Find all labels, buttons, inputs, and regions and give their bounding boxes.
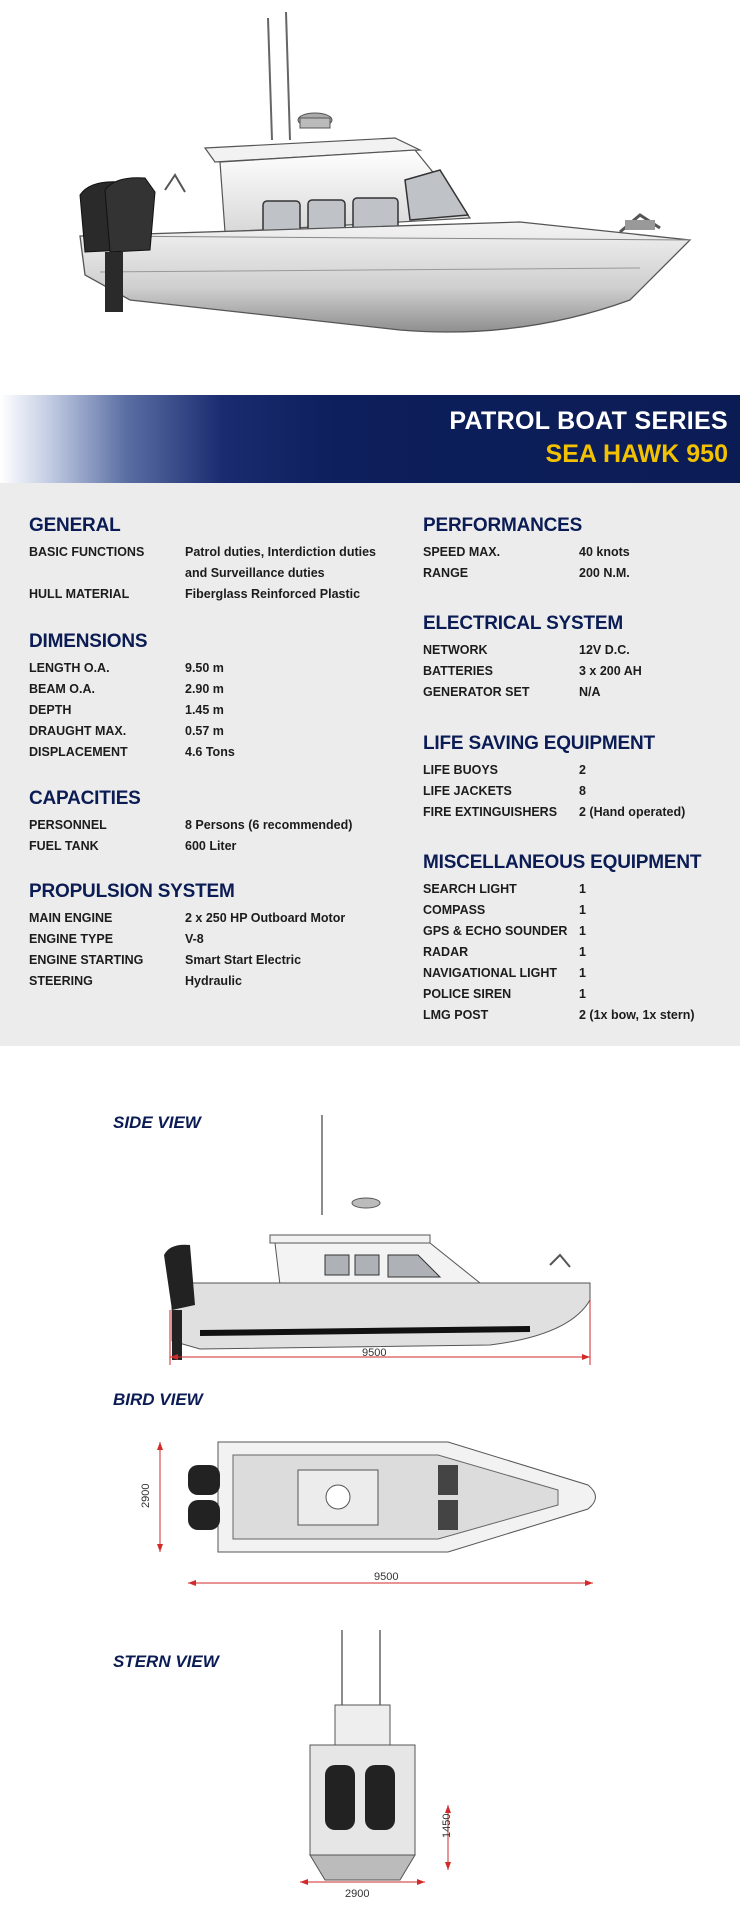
spec-value: 0.57 m (185, 724, 224, 738)
model-title: SEA HAWK 950 (545, 440, 728, 468)
spec-key: SPEED MAX. (423, 545, 501, 559)
spec-value: 1 (579, 945, 586, 959)
spec-value: 1 (579, 903, 586, 917)
spec-value: 2 x 250 HP Outboard Motor (185, 911, 346, 925)
spec-value: 2.90 m (185, 682, 224, 696)
spec-key: LMG POST (423, 1008, 489, 1022)
side-view-length-label: 9500 (362, 1347, 387, 1359)
section-title-capacities: CAPACITIES (29, 788, 141, 809)
specifications-panel (0, 483, 740, 1046)
spec-value: Fiberglass Reinforced Plastic (185, 587, 361, 601)
spec-key: GENERATOR SET (423, 685, 530, 699)
spec-key: NAVIGATIONAL LIGHT (423, 966, 558, 980)
spec-key: ENGINE STARTING (29, 953, 144, 967)
title-banner (0, 395, 740, 483)
section-title-general: GENERAL (29, 515, 121, 536)
spec-value: 1 (579, 882, 586, 896)
spec-key: DISPLACEMENT (29, 745, 128, 759)
section-title-propulsion: PROPULSION SYSTEM (29, 881, 235, 902)
series-title: PATROL BOAT SERIES (449, 407, 728, 435)
spec-value: 1 (579, 987, 586, 1001)
spec-key: BASIC FUNCTIONS (29, 545, 145, 559)
spec-key: COMPASS (423, 903, 486, 917)
spec-key: DEPTH (29, 703, 72, 717)
spec-value: 4.6 Tons (185, 745, 235, 759)
spec-key: FIRE EXTINGUISHERS (423, 805, 558, 819)
spec-value: 1.45 m (185, 703, 224, 717)
spec-key: PERSONNEL (29, 818, 107, 832)
spec-value: Hydraulic (185, 974, 242, 988)
spec-key: LENGTH O.A. (29, 661, 110, 675)
spec-key: MAIN ENGINE (29, 911, 113, 925)
bird-view-beam-label: 2900 (140, 1483, 152, 1508)
spec-value: 40 knots (579, 545, 630, 559)
section-title-electrical: ELECTRICAL SYSTEM (423, 613, 623, 634)
spec-value: 200 N.M. (579, 566, 630, 580)
spec-key: FUEL TANK (29, 839, 99, 853)
spec-value: 3 x 200 AH (579, 664, 642, 678)
spec-value: 2 (579, 763, 586, 777)
spec-key: HULL MATERIAL (29, 587, 130, 601)
bird-view-title: BIRD VIEW (113, 1390, 203, 1409)
spec-value: 8 Persons (6 recommended) (185, 818, 353, 832)
spec-key: ENGINE TYPE (29, 932, 114, 946)
side-view-drawing (150, 1105, 610, 1365)
spec-value: 12V D.C. (579, 643, 630, 657)
section-title-misc: MISCELLANEOUS EQUIPMENT (423, 852, 702, 873)
stern-view-title: STERN VIEW (113, 1652, 219, 1671)
spec-key: NETWORK (423, 643, 488, 657)
spec-key: LIFE JACKETS (423, 784, 512, 798)
spec-key: GPS & ECHO SOUNDER (423, 924, 568, 938)
spec-value: 9.50 m (185, 661, 224, 675)
bird-view-length-label: 9500 (374, 1571, 399, 1583)
spec-value: 2 (1x bow, 1x stern) (579, 1008, 695, 1022)
spec-value: Smart Start Electric (185, 953, 302, 967)
section-title-lifesaving: LIFE SAVING EQUIPMENT (423, 733, 655, 754)
spec-value: 8 (579, 784, 586, 798)
stern-view-beam-label: 2900 (345, 1888, 370, 1900)
spec-value: and Surveillance duties (185, 566, 325, 580)
spec-key: RADAR (423, 945, 469, 959)
section-title-dimensions: DIMENSIONS (29, 631, 148, 652)
spec-key: LIFE BUOYS (423, 763, 499, 777)
spec-value: 2 (Hand operated) (579, 805, 686, 819)
stern-view-height-label: 1450 (441, 1813, 453, 1838)
spec-value: 1 (579, 924, 586, 938)
stern-view-drawing (280, 1625, 480, 1895)
side-view-title: SIDE VIEW (113, 1113, 201, 1132)
spec-key: STEERING (29, 974, 93, 988)
spec-key: POLICE SIREN (423, 987, 512, 1001)
spec-key: RANGE (423, 566, 469, 580)
spec-key: BATTERIES (423, 664, 493, 678)
spec-value: Patrol duties, Interdiction duties (185, 545, 376, 559)
spec-key: SEARCH LIGHT (423, 882, 517, 896)
boat-render-image (0, 0, 740, 395)
spec-value: V-8 (185, 932, 204, 946)
spec-value: 1 (579, 966, 586, 980)
spec-key: DRAUGHT MAX. (29, 724, 127, 738)
section-title-performances: PERFORMANCES (423, 515, 583, 536)
spec-key: BEAM O.A. (29, 682, 95, 696)
spec-value: N/A (579, 685, 601, 699)
spec-value: 600 Liter (185, 839, 237, 853)
